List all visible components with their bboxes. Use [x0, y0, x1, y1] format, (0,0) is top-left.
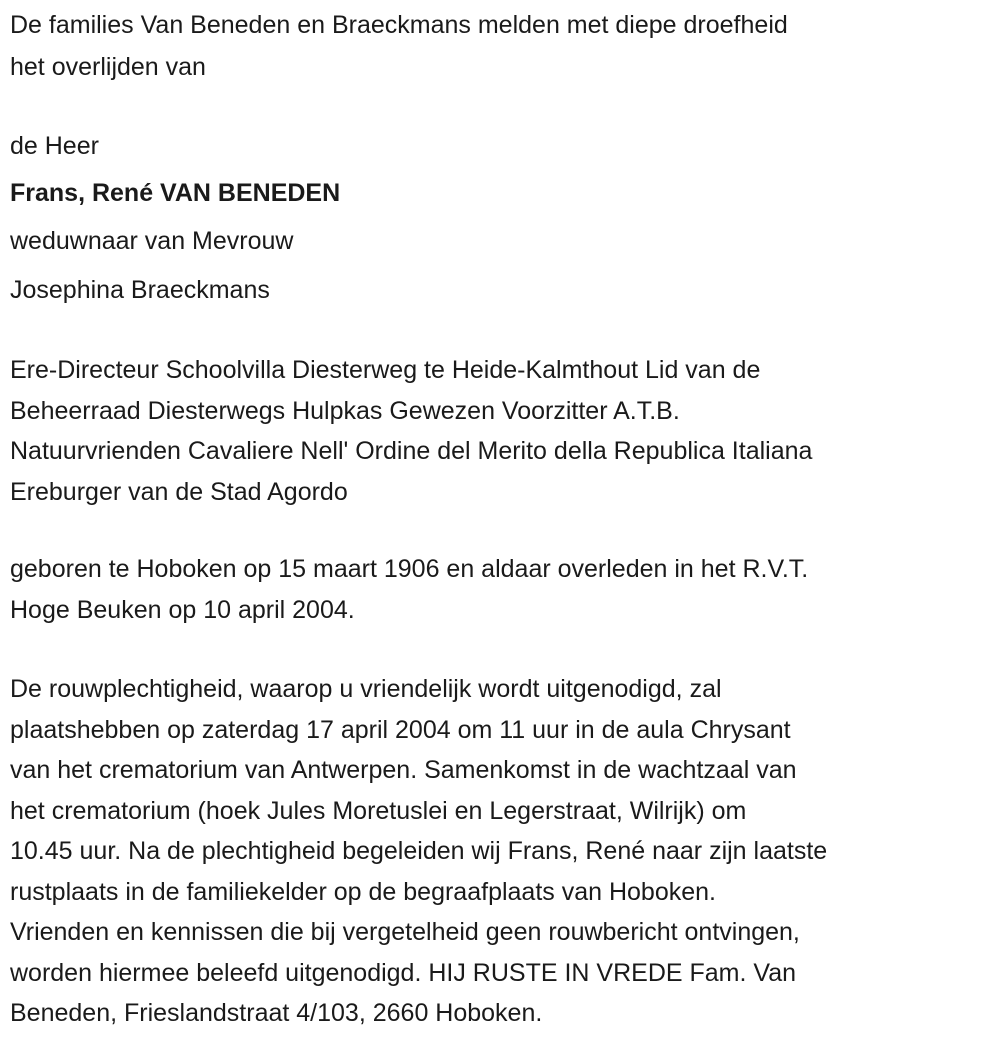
widower-of-text: weduwnaar van Mevrouw	[10, 227, 294, 255]
salutation-text: de Heer	[10, 132, 99, 160]
spouse-name	[10, 270, 270, 311]
text-line: geboren te Hoboken op 15 maart 1906 en aldaar overleden in het R.V.T.	[10, 555, 809, 583]
text-line: het crematorium (hoek Jules Moretuslei en Legerstraat, Wilrijk) om	[10, 796, 747, 825]
birth-death-paragraph	[10, 549, 808, 630]
ceremony-paragraph	[10, 669, 827, 1034]
text-line: worden hiermee beleefd uitgenodigd. HIJ RUSTE IN VREDE Fam. Van	[10, 958, 797, 987]
salutation	[10, 126, 99, 167]
text-line: het overlijden van	[10, 53, 206, 81]
text-line: De families Van Beneden en Braeckmans melden met diepe droefheid	[10, 11, 788, 39]
intro-paragraph	[10, 4, 788, 88]
text-line: 10.45 uur. Na de plechtigheid begeleiden wij Frans, René naar zijn laatste	[10, 837, 828, 865]
text-line: van het crematorium van Antwerpen. Samenkomst in de wachtzaal van	[10, 756, 797, 784]
text-line: Ere-Directeur Schoolvilla Diesterweg te Heide-Kalmthout Lid van de	[10, 356, 761, 384]
text-line: Natuurvrienden Cavaliere Nell' Ordine del Merito della Republica Italiana	[10, 437, 813, 465]
text-line: Ereburger van de Stad Agordo	[10, 477, 348, 506]
widower-of	[10, 221, 293, 262]
spouse-name-text: Josephina Braeckmans	[10, 276, 270, 304]
text-line: Vrienden en kennissen die bij vergetelheid geen rouwbericht ontvingen,	[10, 918, 800, 946]
text-line: Beneden, Frieslandstraat 4/103, 2660 Hoboken.	[10, 999, 543, 1027]
text-line: Beheerraad Diesterwegs Hulpkas Gewezen Voorzitter A.T.B.	[10, 396, 680, 425]
text-line: Hoge Beuken op 10 april 2004.	[10, 595, 355, 624]
deceased-name-text: Frans, René VAN BENEDEN	[10, 179, 341, 207]
text-line: rustplaats in de familiekelder op de begraafplaats van Hoboken.	[10, 877, 716, 906]
titles-paragraph	[10, 350, 812, 512]
deceased-name	[10, 173, 340, 214]
text-line: plaatshebben op zaterdag 17 april 2004 om 11 uur in de aula Chrysant	[10, 715, 791, 744]
text-line: De rouwplechtigheid, waarop u vriendelijk wordt uitgenodigd, zal	[10, 675, 722, 703]
